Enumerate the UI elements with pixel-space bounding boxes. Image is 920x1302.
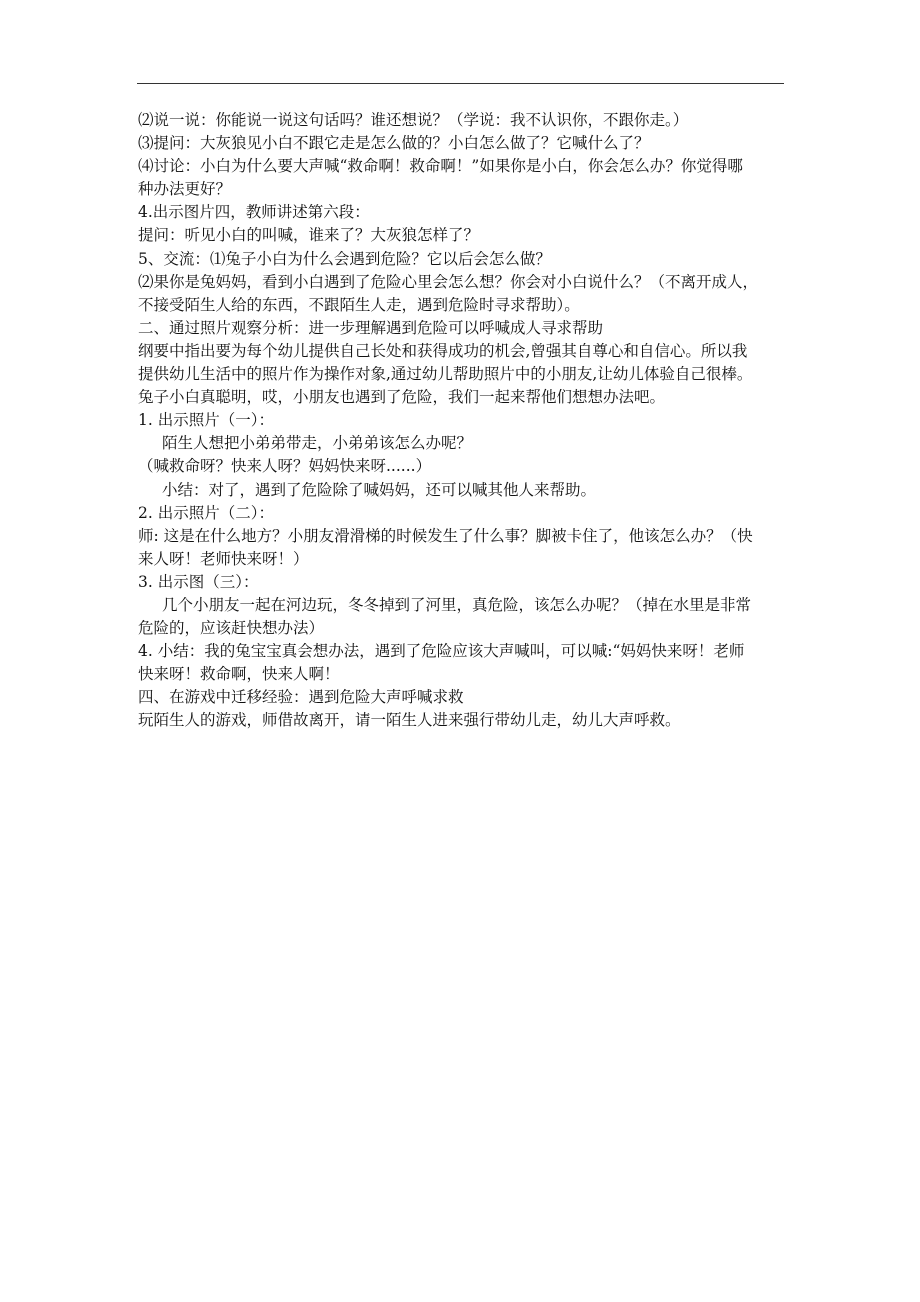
section-heading: 四、在游戏中迁移经验：遇到危险大声呼喊求救 — [138, 688, 464, 707]
text-line: 2. 出示照片（二）： — [138, 503, 274, 522]
text-line: ⑷讨论：小白为什么要大声喊“救命啊！救命啊！”如果你是小白，你会怎么办？你觉得哪 — [138, 157, 743, 176]
text-line: 提问：听见小白的叫喊，谁来了？大灰狼怎样了？ — [138, 226, 480, 245]
text-line: 危险的，应该赶快想办法） — [138, 619, 325, 638]
text-line: 快来呀！救命啊，快来人啊！ — [138, 665, 340, 684]
text-line: 陌生人想把小弟弟带走，小弟弟该怎么办呢？ — [162, 434, 473, 453]
text-line: ⑶提问：大灰狼见小白不跟它走是怎么做的？小白怎么做了？它喊什么了？ — [138, 134, 650, 153]
text-line: 种办法更好？ — [138, 180, 232, 199]
text-line: 4. 小结：我的兔宝宝真会想办法，遇到了危险应该大声喊叫，可以喊:“妈妈快来呀！老师 — [138, 642, 745, 661]
text-line: （喊救命呀？快来人呀？妈妈快来呀......） — [138, 457, 432, 476]
text-line: 1. 出示照片（一）： — [138, 411, 274, 430]
text-line: 5、交流：⑴兔子小白为什么会遇到危险？它以后会怎么做？ — [138, 249, 551, 268]
text-line: 提供幼儿生活中的照片作为操作对象,通过幼儿帮助照片中的小朋友,让幼儿体验自己很棒。 — [138, 365, 753, 384]
document-body — [138, 109, 788, 733]
text-line: 4.出示图片四，教师讲述第六段： — [138, 203, 370, 222]
text-line: 3. 出示图（三）： — [138, 572, 259, 591]
text-line: ⑵果你是兔妈妈，看到小白遇到了危险心里会怎么想？你会对小白说什么？（不离开成人， — [138, 272, 759, 291]
text-line: 兔子小白真聪明，哎，小朋友也遇到了危险，我们一起来帮他们想想办法吧。 — [138, 388, 666, 407]
text-line: 师: 这是在什么地方？小朋友滑滑梯的时候发生了什么事？脚被卡住了，他该怎么办？（快 — [138, 526, 753, 545]
header-rule — [137, 83, 784, 84]
text-line: 玩陌生人的游戏，师借故离开，请一陌生人进来强行带幼儿走，幼儿大声呼救。 — [138, 711, 681, 730]
text-line: 小结：对了，遇到了危险除了喊妈妈，还可以喊其他人来帮助。 — [162, 480, 597, 499]
text-line: 几个小朋友一起在河边玩，冬冬掉到了河里，真危险，该怎么办呢？（掉在水里是非常 — [162, 595, 752, 614]
text-line: 来人呀！老师快来呀！） — [138, 549, 309, 568]
text-line: ⑵说一说：你能说一说这句话吗？谁还想说？（学说：我不认识你，不跟你走。） — [138, 111, 689, 129]
text-line: 不接受陌生人给的东西，不跟陌生人走，遇到危险时寻求帮助）。 — [138, 295, 580, 314]
text-line: 纲要中指出要为每个幼儿提供自己长处和获得成功的机会,曾强其自尊心和自信心。所以我 — [138, 341, 748, 360]
section-heading: 二、通过照片观察分析：进一步理解遇到危险可以呼喊成人寻求帮助 — [138, 318, 604, 337]
